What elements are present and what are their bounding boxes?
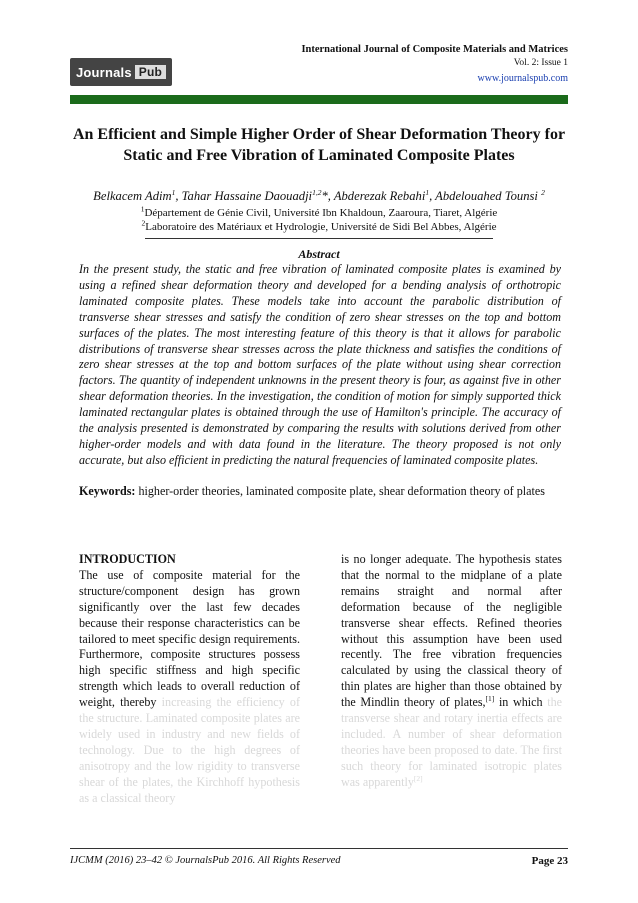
abstract-body: In the present study, the static and free vibration of laminated composite plates is examined by using a refined shear deformation theory and developed for a bending analysis of orthotropic laminated composite plates. These models take into account the parabolic distribution of transverse shear stresses and satisfy the condition of zero shear stresses on the top and bottom surfaces of the plates. The most interesting feature of this theory is that it allows for parabolic distributions of transverse shear stresses across the plate thickness and satisfies the conditions of zero shear stresses at the top and bottom surfaces of the plate without using shear correction factors. The quantity of independent unknowns in the present theory is four, as against five in other shear deformation theories. In the investigation, the condition of motion for simply supported thick laminated rectangular plates is obtained through the use of Hamilton's principle. The accuracy of the analysis presented is demonstrated by comparing the results with solutions derived from other higher-order models and with data found in the literature. The theory proposed is not only accurate, but also efficient in predicting the natural frequencies of laminated composite plates.	[79, 262, 561, 467]
journal-url-link[interactable]: www.journalspub.com	[477, 73, 568, 84]
corresponding-author-mark: *	[321, 189, 328, 203]
author-name: Abderezak Rebahi	[333, 189, 426, 203]
journal-volume: Vol. 2: Issue 1	[513, 58, 568, 68]
keywords-text: higher-order theories, laminated composite plate, shear deformation theory of plates	[138, 484, 545, 498]
affiliation-divider	[145, 238, 493, 239]
header-band	[70, 95, 568, 104]
keywords	[79, 483, 561, 499]
intro-right-text: is no longer adequate. The hypothesis states that the normal to the midplane of a plate remains straight and normal after deformation because of the negligible transverse shear effects. Refined theories without this assumption have been used recently. The free vibration frequencies calculated by using the classical theory of thin plates are higher than those obtained by the Mindlin theory of plates,	[341, 552, 562, 710]
author-affiliation-mark: 1,2	[312, 187, 322, 197]
paper-title: An Efficient and Simple Higher Order of Shear Deformation Theory for Static and Free Vibration of Laminated Composite Plates	[72, 126, 566, 164]
abstract-heading: Abstract	[298, 247, 340, 261]
intro-heading: INTRODUCTION	[79, 552, 176, 566]
author-list: Belkacem Adim$^1$, Tahar Hassaine Daouadji$^{1,2}$*, Abderezak Rebahi$^1$, Abdelouahed Tounsi $^2$	[93, 187, 545, 203]
intro-left-column	[79, 552, 300, 807]
citation-ref-faded: [2]	[413, 773, 423, 783]
intro-left-text: The use of composite material for the structure/component design has grown significantly over the last few decades because their response characteristics can be tailored to meet specific design requirements. Furthermore, composite structures possess high specific stiffness and high specific strength which leads to overall reduction of weight, thereby	[79, 567, 300, 710]
author-affiliation-mark: 2	[541, 187, 545, 197]
intro-right-text-cont: in which	[494, 695, 543, 710]
affiliation-mark: 2	[141, 218, 146, 228]
author-name: Belkacem Adim	[93, 189, 172, 203]
journal-name: International Journal of Composite Materials and Matrices	[301, 44, 568, 55]
page-number: Page 23	[531, 855, 568, 867]
author-name: Tahar Hassaine Daouadji	[181, 189, 313, 203]
affiliation-mark: 1	[140, 204, 145, 214]
logo-main-text: Journals	[75, 64, 132, 80]
footer-copyright: IJCMM (2016) 23–42 © JournalsPub 2016. All Rights Reserved	[70, 855, 341, 866]
intro-right-column	[341, 552, 562, 791]
author-name: Abdelouahed Tounsi	[435, 189, 538, 203]
intro-right-faded-text: the transverse shear and rotary inertia effects are included. A number of shear deformation theories have been proposed to date. The first such theory for laminated isotropic plates was apparently	[341, 695, 562, 789]
citation-ref: [1]	[485, 694, 495, 704]
affiliation-text: Laboratoire des Matériaux et Hydrologie, Université de Sidi Bel Abbes, Algérie	[145, 221, 497, 233]
logo-sub-text: Pub	[135, 65, 166, 79]
intro-left-faded-text: increasing the efficiency of the structure. Laminated composite plates are widely used in industry and new fields of technology. Due to the high degrees of anisotropy and the low rigidity to transverse shear of the plates, the Kirchhoff hypothesis as a classical theory	[79, 695, 301, 805]
affiliation-2	[0, 218, 638, 233]
author-affiliation-mark: 1	[425, 187, 430, 197]
journalspub-logo	[70, 58, 172, 86]
author-affiliation-mark: 1	[171, 187, 176, 197]
keywords-label: Keywords:	[79, 484, 136, 498]
affiliation-1	[0, 204, 638, 219]
affiliation-text: Département de Génie Civil, Université Ibn Khaldoun, Zaaroura, Tiaret, Algérie	[144, 207, 498, 219]
footer-divider	[70, 848, 568, 849]
